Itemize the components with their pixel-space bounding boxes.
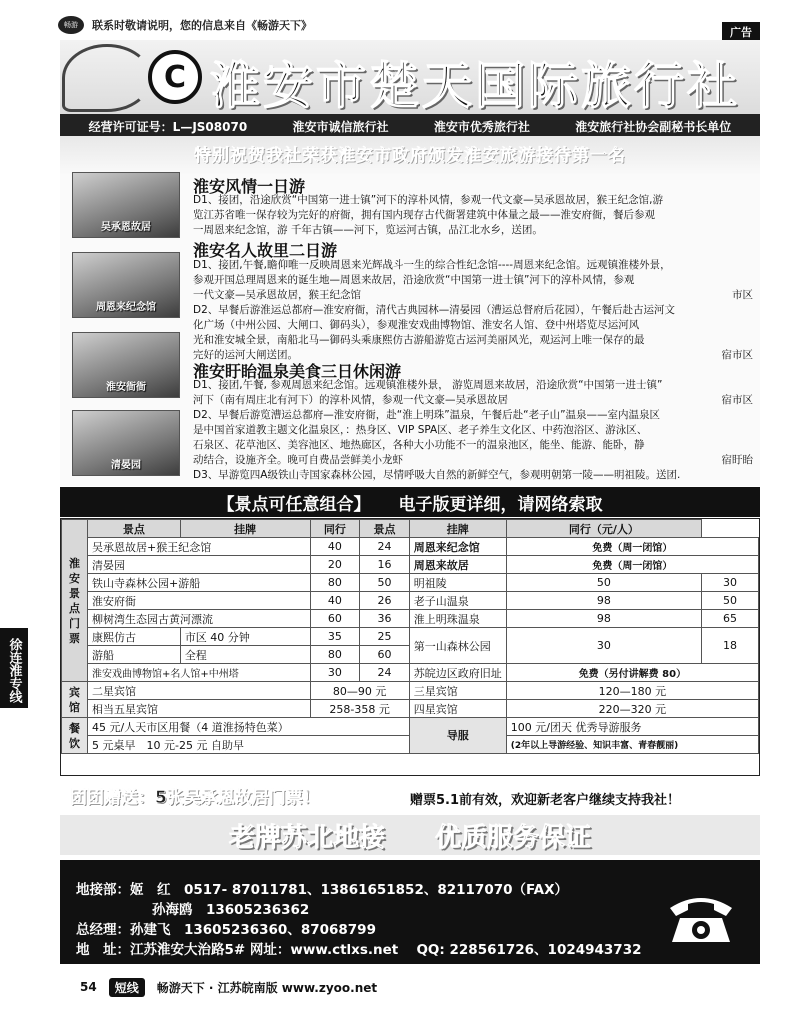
tour-itinerary: D1、接团，沿途欣赏“中国第一进士镇”河下的淳朴风情，参观一代文豪—吴承恩故居，猴王纪念馆,游 览江苏省唯一保存较为完好的府衙，拥有国内现存古代衙署建筑中体量之最——淮安府衙，餐后参观 一周恩来纪念馆，游 千年古镇——河下，览运河古镇，品江北水乡，送团。 bbox=[193, 194, 663, 236]
gift-offer: 团团赠送：5张吴承恩故居门票！ bbox=[70, 788, 320, 808]
table-row: 柳树湾生态园古黄河漂流 60 36 淮上明珠温泉 98 65 bbox=[62, 610, 759, 628]
contact-manager: 总经理：孙建飞 13605236360、87068799 bbox=[76, 922, 376, 938]
contact-address: 地 址：江苏淮安大治路5# 网址：www.ctlxs.net QQ: 228561726、1024943732 bbox=[76, 942, 642, 958]
honor-headline: 特别祝贺我社荣获淮安市政府颁发淮安旅游接待第一名 bbox=[194, 146, 626, 166]
top-notice-bar bbox=[58, 12, 758, 38]
pricing-table bbox=[60, 518, 760, 776]
tour-title: 淮安名人故里二日游 bbox=[193, 241, 338, 260]
stay-note: 宿市区 bbox=[721, 349, 753, 361]
section-badge: 短线 bbox=[109, 978, 145, 997]
magazine-logo: 畅游 bbox=[58, 16, 84, 34]
table-row: 5 元桌早 10 元-25 元 自助早 (2年以上导游经验、知识丰富、青春靓丽) bbox=[62, 736, 759, 754]
photo-qingyan-garden: 清晏园 bbox=[72, 410, 180, 476]
table-row: 吴承恩故居+猴王纪念馆 40 24 周恩来纪念馆 免费（周一闭馆） bbox=[62, 538, 759, 556]
tour-itinerary: D1、接团,午餐, 参观周恩来纪念馆。远观镇淮楼外景， 游览周恩来故居，沿途欣赏“中国第一进士镇” 河下（南有周庄北有河下）的淳朴风情，参观一代文豪—吴承恩故居 宿市区 D2、早餐后游览漕运总都府—淮安府衙，赴“淮上明珠”温泉，午餐后赴“老子山”温泉——室内温泉区 是中国首家道教主题文化温泉区，：热身区、VIP SPA区、老子养生文化区、中药泡浴区、游泳区、 石泉区、花草池区、美容池区、地热廊区，各种大小功能不一的温泉池区，能坐、能游、能卧，静 动结合，设施齐全。晚可自费品尝鲜美小龙虾 宿盱眙 D3、早游览四A级铁山寺国家森林公园，尽情呼吸大自然的新鲜空气，参观明朝第一陵——明祖陵。送团. bbox=[193, 379, 753, 481]
ad-tag: 广告 bbox=[722, 22, 760, 42]
table-row: 淮安戏曲博物馆+名人馆+中州塔 30 24 苏皖边区政府旧址 免费（另付讲解费 80） bbox=[62, 664, 759, 682]
license-number: 经营许可证号：L—JS08070 bbox=[88, 119, 248, 134]
photo-huaian-yamen: 淮安衙衙 bbox=[72, 332, 180, 398]
honor-item: 淮安旅行社协会副秘书长单位 bbox=[575, 119, 732, 134]
section-label-tickets: 淮安景点门票 bbox=[62, 520, 88, 682]
gift-note: 赠票5.1前有效，欢迎新老客户继续支持我社！ bbox=[410, 793, 681, 808]
stay-note: 市区 bbox=[732, 289, 753, 301]
slogan-banner: 老牌苏北地接 优质服务保证 bbox=[60, 815, 760, 855]
page-footer bbox=[80, 972, 680, 1002]
section-label-hotel: 宾馆 bbox=[62, 682, 88, 718]
section-label-food: 餐饮 bbox=[62, 718, 88, 754]
table-row: 清晏园 20 16 周恩来故居 免费（周一闭馆） bbox=[62, 556, 759, 574]
license-bar bbox=[60, 116, 760, 136]
tour-title: 淮安风情一日游 bbox=[193, 177, 306, 196]
honor-item: 淮安市优秀旅行社 bbox=[433, 119, 530, 134]
source-notice: 联系时敬请说明，您的信息来自《畅游天下》 bbox=[92, 19, 312, 32]
contact-block bbox=[60, 860, 760, 964]
stay-note: 宿盱眙 bbox=[721, 454, 753, 466]
photo-zhou-enlai-memorial: 周恩来纪念馆 bbox=[72, 252, 180, 318]
contact-dispatch-2: 孙海鸥 13605236362 bbox=[152, 902, 310, 918]
route-side-tab: 徐连淮专线 bbox=[0, 628, 28, 708]
telephone-icon bbox=[666, 888, 736, 946]
table-row: 宾馆 二星宾馆 80—90 元 三星宾馆 120—180 元 bbox=[62, 682, 759, 700]
tour-itinerary: D1、接团,午餐,瞻仰唯一反映周恩来光辉战斗一生的综合性纪念馆----周恩来纪念馆。远观镇淮楼外景， 参观开国总理周恩来的诞生地—周恩来故居，沿途欣赏“中国第一进士镇”河下的淳朴风情，参观 一代文豪—吴承恩故居，猴王纪念馆 市区 D2、早餐后游淮运总都府—淮安府衙，清代古典园林—清晏园（漕运总督府后花园），午餐后赴古运河文 化广场（中州公园、大闸口、御码头），参观淮安戏曲博物馆、淮安名人馆、登中州塔览尽运河风 光和淮安城全景，南船北马—御码头乘康熙仿古游船游览古运河美丽风光，观运河上唯一保存的最 完好的运河大闸送团。 宿市区 bbox=[193, 259, 753, 361]
tour-title: 淮安盱眙温泉美食三日休闲游 bbox=[193, 362, 402, 381]
honor-item: 淮安市诚信旅行社 bbox=[292, 119, 389, 134]
photo-wu-chengen-residence: 吴承恩故居 bbox=[72, 172, 180, 238]
table-row: 淮安府衙 40 26 老子山温泉 98 50 bbox=[62, 592, 759, 610]
table-row: 相当五星宾馆 258-358 元 四星宾馆 220—320 元 bbox=[62, 700, 759, 718]
section-label-guide: 导服 bbox=[409, 718, 506, 754]
combo-banner: 【景点可任意组合】 电子版更详细，请网络索取 bbox=[60, 487, 760, 517]
company-name: 淮安市楚天国际旅行社 bbox=[210, 57, 740, 115]
page-number: 54 bbox=[80, 980, 97, 994]
agency-emblem: C bbox=[148, 50, 202, 104]
contact-dispatch: 地接部：姬 红 0517- 87011781、13861651852、82117070（FAX） bbox=[76, 882, 569, 898]
magazine-brand: 畅游天下 · 江苏皖南版 www.zyoo.net bbox=[156, 980, 378, 995]
table-row: 铁山寺森林公园+游船 80 50 明祖陵 50 30 bbox=[62, 574, 759, 592]
table-header-row: 淮安景点门票 景点 挂牌 同行 景点 挂牌 同行（元/人） bbox=[62, 520, 759, 538]
table-row: 游船 全程 80 60 bbox=[62, 646, 759, 664]
table-row: 餐饮 45 元/人天市区用餐（4 道淮扬特色菜） 导服 100 元/团天 优秀导游服务 bbox=[62, 718, 759, 736]
agency-header bbox=[60, 40, 760, 116]
decorative-swirl bbox=[62, 44, 152, 112]
stay-note: 宿市区 bbox=[721, 394, 753, 406]
table-row: 康熙仿古 市区 40 分钟 35 25 第一山森林公园 30 18 bbox=[62, 628, 759, 646]
